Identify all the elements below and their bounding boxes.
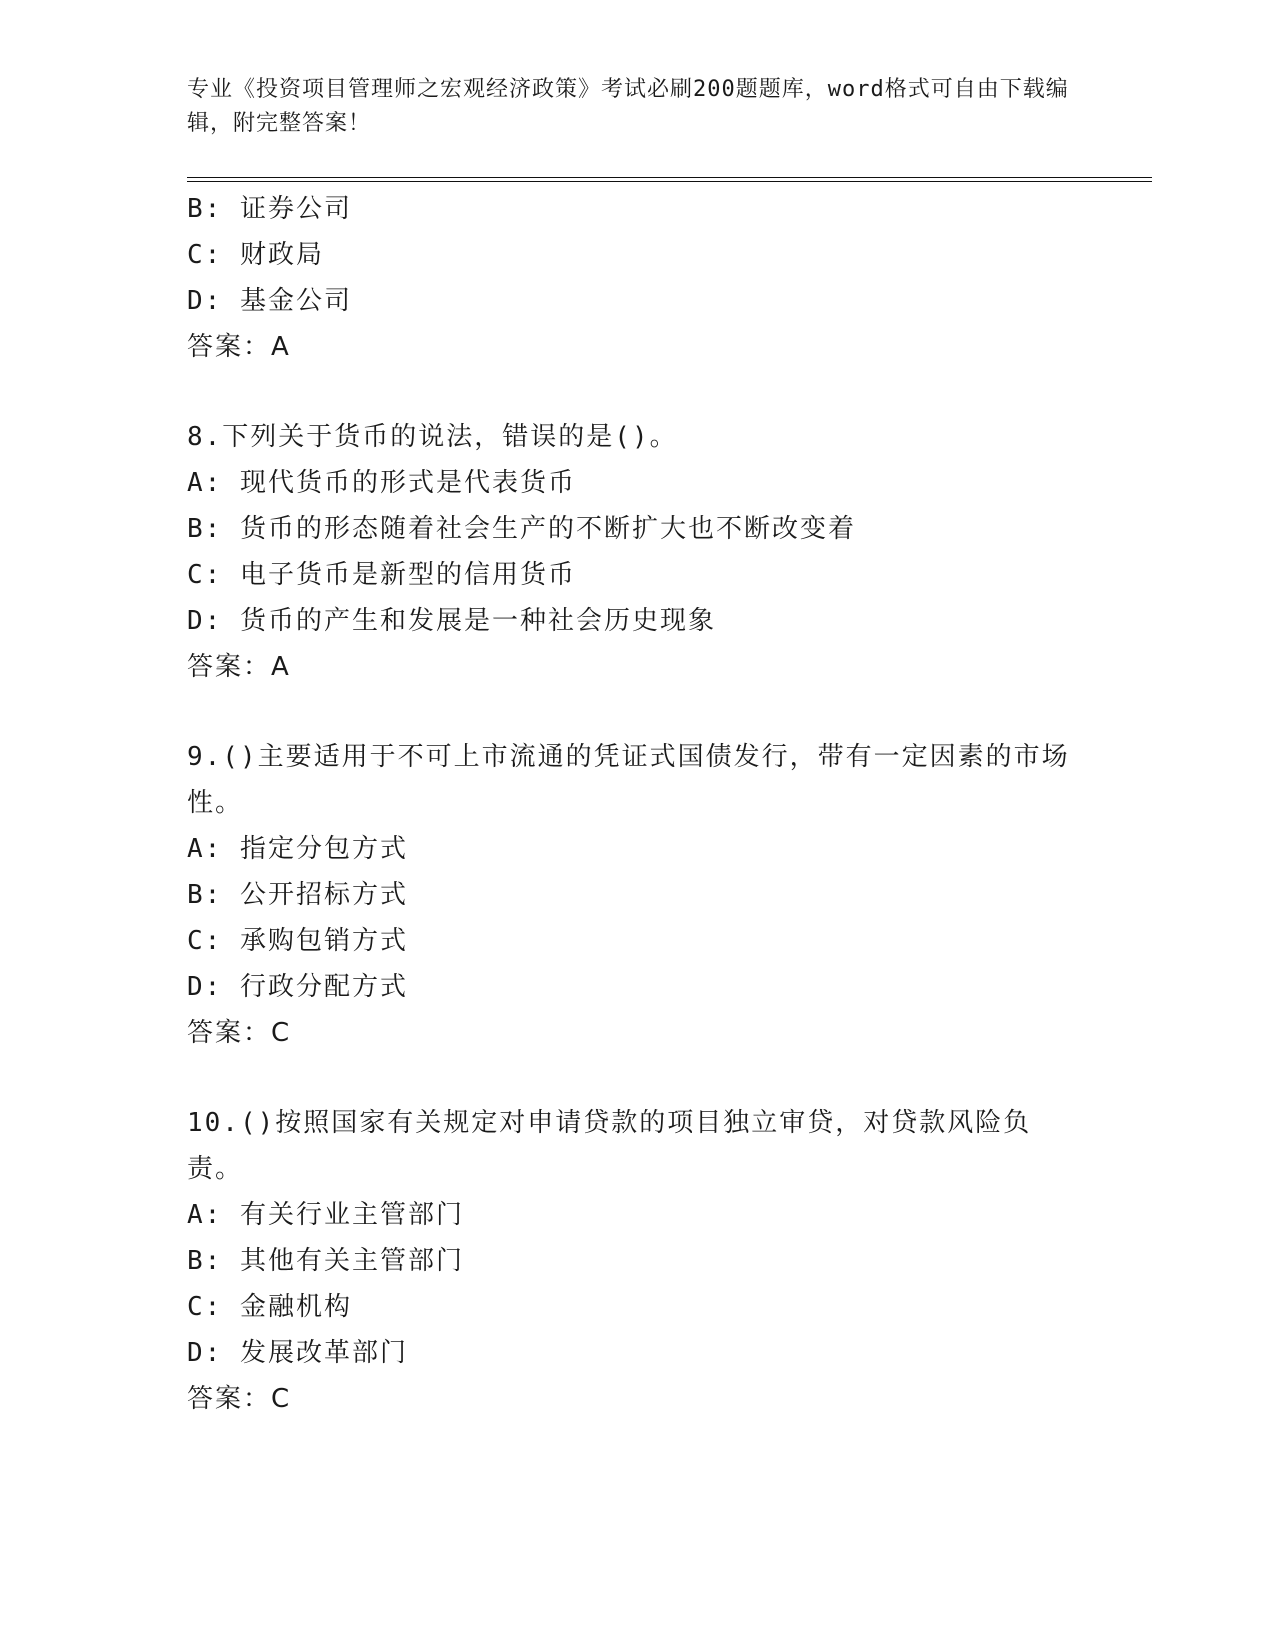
option-a: A: 现代货币的形式是代表货币 [187,468,576,498]
block-spacer [187,690,1077,734]
question-block-8 [187,414,1077,690]
answer-line: 答案：C [187,1384,292,1414]
answer-line: 答案：C [187,1018,292,1048]
option-b: B: 货币的形态随着社会生产的不断扩大也不断改变着 [187,514,856,544]
option-b: B: 其他有关主管部门 [187,1246,464,1276]
option-b: B: 证券公司 [187,194,352,224]
option-d: D: 发展改革部门 [187,1338,408,1368]
question-block-7 [187,186,1077,370]
document-header: 专业《投资项目管理师之宏观经济政策》考试必刷200题题库，word格式可自由下载编辑，附完整答案！ [187,77,1069,136]
question-text: 10.()按照国家有关规定对申请贷款的项目独立审贷，对贷款风险负责。 [187,1108,1032,1184]
option-a: A: 有关行业主管部门 [187,1200,464,1230]
option-d: D: 基金公司 [187,286,352,316]
option-a: A: 指定分包方式 [187,834,408,864]
question-list [187,186,1077,1422]
question-block-10 [187,1100,1077,1422]
option-b: B: 公开招标方式 [187,880,408,910]
option-d: D: 货币的产生和发展是一种社会历史现象 [187,606,716,636]
block-spacer [187,370,1077,414]
question-text: 9.()主要适用于不可上市流通的凭证式国债发行，带有一定因素的市场性。 [187,742,1070,818]
answer-line: 答案：A [187,652,291,682]
option-c: C: 金融机构 [187,1292,352,1322]
option-c: C: 电子货币是新型的信用货币 [187,560,576,590]
question-text: 8.下列关于货币的说法，错误的是()。 [187,422,678,452]
option-c: C: 承购包销方式 [187,926,408,956]
option-c: C: 财政局 [187,240,324,270]
header-rule-top [187,177,1152,178]
question-block-9 [187,734,1077,1056]
block-spacer [187,1056,1077,1100]
answer-line: 答案：A [187,332,291,362]
header-rule-bottom [187,181,1152,182]
option-d: D: 行政分配方式 [187,972,408,1002]
